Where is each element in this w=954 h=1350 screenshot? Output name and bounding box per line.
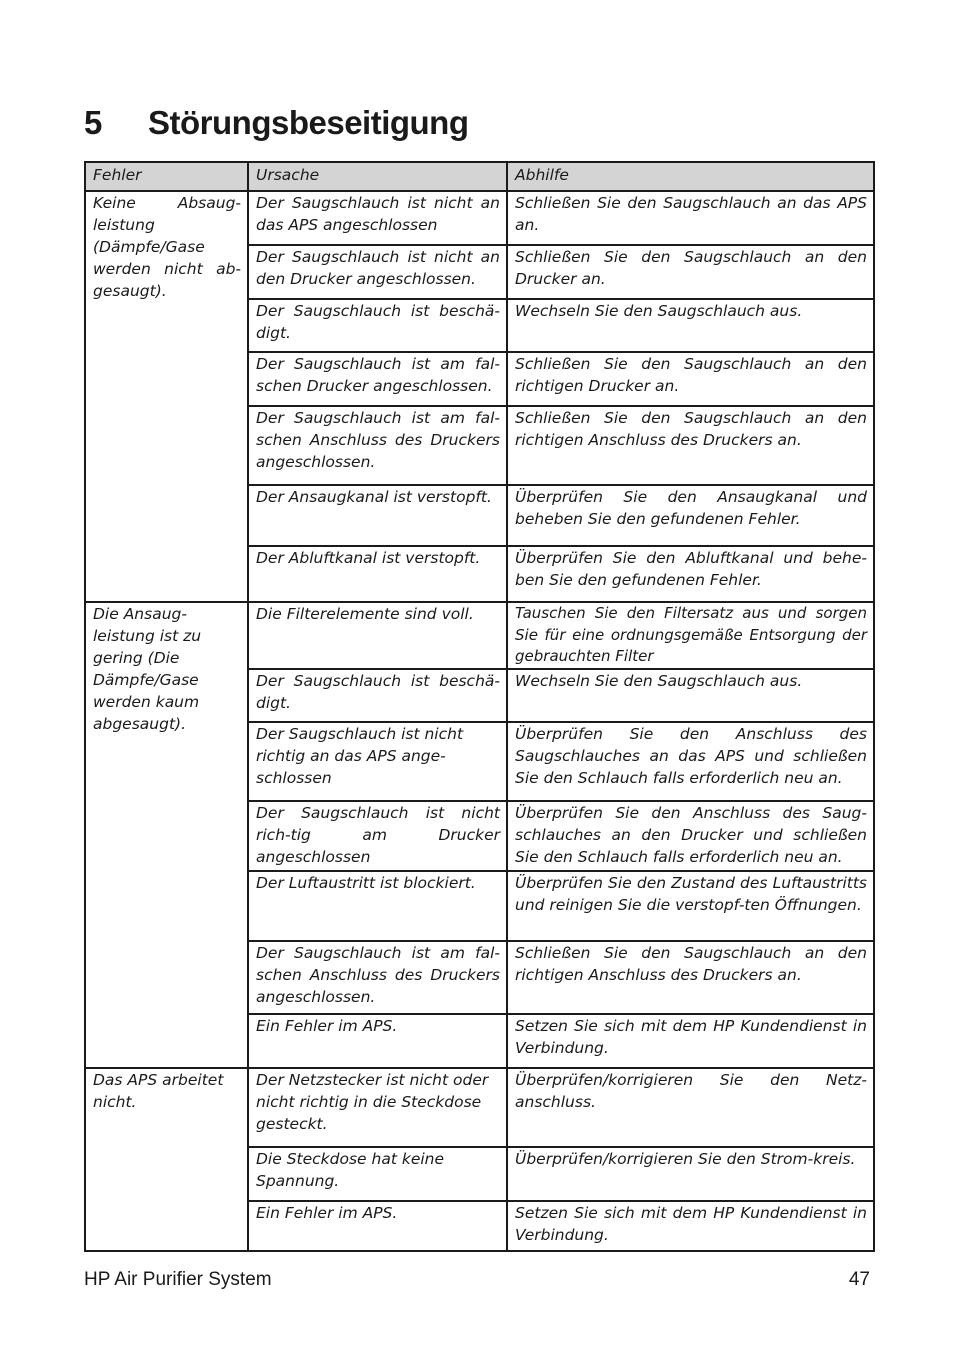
cause-cell: Der Saugschlauch ist am fal-schen Drucker angeschlossen. — [248, 352, 507, 406]
cause-cell: Der Abluftkanal ist verstopft. — [248, 546, 507, 602]
table-row — [85, 191, 874, 245]
page-title — [84, 104, 469, 142]
remedy-cell: Überprüfen Sie den Zustand des Luftaustritts und reinigen Sie die verstopf-ten Öffnungen. — [507, 871, 874, 941]
cause-cell: Der Luftaustritt ist blockiert. — [248, 871, 507, 941]
remedy-cell: Schließen Sie den Saugschlauch an den Drucker an. — [507, 245, 874, 299]
chapter-title: Störungsbeseitigung — [148, 104, 469, 141]
cause-cell: Die Steckdose hat keine Spannung. — [248, 1147, 507, 1201]
cause-cell: Der Saugschlauch ist am fal-schen Anschluss des Druckers angeschlossen. — [248, 941, 507, 1014]
fault-cell: Die Ansaug-leistung ist zu gering (Die Dämpfe/Gase werden kaum abgesaugt). — [85, 602, 248, 1068]
cause-cell: Ein Fehler im APS. — [248, 1201, 507, 1251]
fault-cell: Keine Absaug-leistung (Dämpfe/Gase werden nicht ab-gesaugt). — [85, 191, 248, 602]
remedy-cell: Schließen Sie den Saugschlauch an das APS an. — [507, 191, 874, 245]
remedy-cell: Wechseln Sie den Saugschlauch aus. — [507, 669, 874, 722]
remedy-cell: Überprüfen Sie den Anschluss des Saug-schlauches an den Drucker und schließen Sie den Schlauch falls erforderlich neu an. — [507, 801, 874, 871]
cause-cell: Der Saugschlauch ist beschä-digt. — [248, 669, 507, 722]
header-fault: Fehler — [85, 162, 248, 191]
remedy-cell: Überprüfen Sie den Ansaugkanal und beheben Sie den gefundenen Fehler. — [507, 485, 874, 546]
cause-cell: Der Ansaugkanal ist verstopft. — [248, 485, 507, 546]
table-header-row — [85, 162, 874, 191]
header-cause: Ursache — [248, 162, 507, 191]
table-row — [85, 602, 874, 669]
remedy-cell: Überprüfen/korrigieren Sie den Strom-kreis. — [507, 1147, 874, 1201]
remedy-cell: Überprüfen Sie den Abluftkanal und behe-ben Sie den gefundenen Fehler. — [507, 546, 874, 602]
cause-cell: Ein Fehler im APS. — [248, 1014, 507, 1068]
cause-cell: Der Netzstecker ist nicht oder nicht richtig in die Steckdose gesteckt. — [248, 1068, 507, 1147]
remedy-cell: Setzen Sie sich mit dem HP Kundendienst in Verbindung. — [507, 1014, 874, 1068]
chapter-number: 5 — [84, 104, 102, 141]
remedy-cell: Überprüfen Sie den Anschluss des Saugschlauches an das APS und schließen Sie den Schlauch falls erforderlich neu an. — [507, 722, 874, 801]
remedy-cell: Schließen Sie den Saugschlauch an den richtigen Anschluss des Druckers an. — [507, 941, 874, 1014]
remedy-cell: Setzen Sie sich mit dem HP Kundendienst in Verbindung. — [507, 1201, 874, 1251]
remedy-cell: Wechseln Sie den Saugschlauch aus. — [507, 299, 874, 352]
troubleshooting-table — [84, 161, 875, 1252]
cause-cell: Die Filterelemente sind voll. — [248, 602, 507, 669]
footer-page-number: 47 — [848, 1269, 870, 1290]
cause-cell: Der Saugschlauch ist nicht an den Drucker angeschlossen. — [248, 245, 507, 299]
cause-cell: Der Saugschlauch ist beschä-digt. — [248, 299, 507, 352]
cause-cell: Der Saugschlauch ist am fal-schen Anschluss des Druckers angeschlossen. — [248, 406, 507, 485]
cause-cell: Der Saugschlauch ist nicht rich-tig am Drucker angeschlossen — [248, 801, 507, 871]
remedy-cell: Überprüfen/korrigieren Sie den Netz-anschluss. — [507, 1068, 874, 1147]
fault-cell: Das APS arbeitet nicht. — [85, 1068, 248, 1251]
footer-product-name: HP Air Purifier System — [84, 1269, 272, 1290]
remedy-cell: Schließen Sie den Saugschlauch an den richtigen Anschluss des Druckers an. — [507, 406, 874, 485]
table-row — [85, 1068, 874, 1147]
header-remedy: Abhilfe — [507, 162, 874, 191]
remedy-cell: Tauschen Sie den Filtersatz aus und sorgen Sie für eine ordnungsgemäße Entsorgung der gebrauchten Filter — [507, 602, 874, 669]
remedy-cell: Schließen Sie den Saugschlauch an den richtigen Drucker an. — [507, 352, 874, 406]
cause-cell: Der Saugschlauch ist nicht an das APS angeschlossen — [248, 191, 507, 245]
cause-cell: Der Saugschlauch ist nicht richtig an das APS ange-schlossen — [248, 722, 507, 801]
